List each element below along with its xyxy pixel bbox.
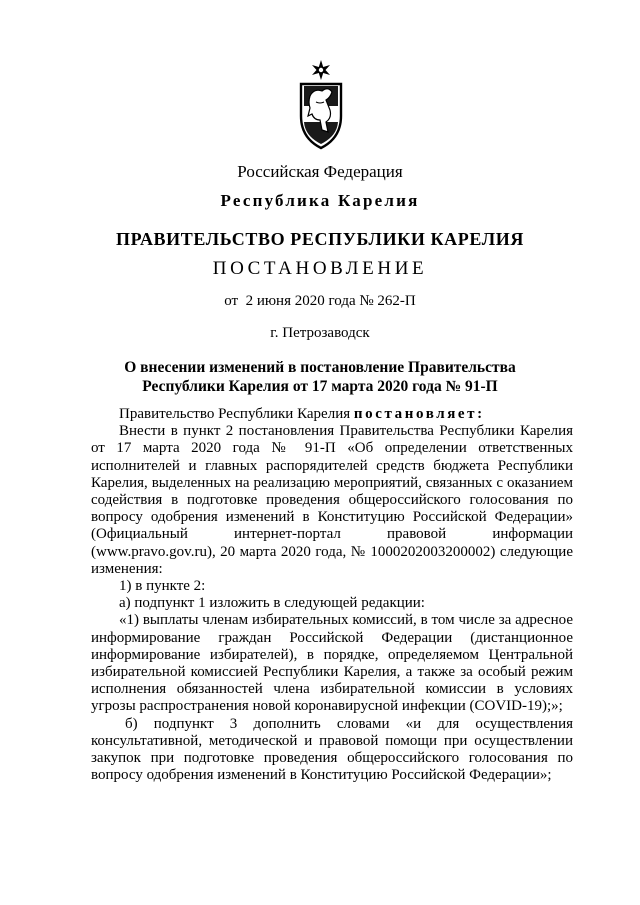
republic-name: Республика Карелия bbox=[220, 191, 420, 210]
item-a: а) подпункт 1 изложить в следующей редакции: bbox=[119, 595, 425, 612]
preamble-text: Правительство Республики Карелия bbox=[119, 406, 351, 422]
document-title bbox=[0, 358, 640, 396]
country-name: Российская Федерация bbox=[237, 162, 403, 181]
item-1: 1) в пункте 2: bbox=[119, 578, 206, 595]
government-name: ПРАВИТЕЛЬСТВО РЕСПУБЛИКИ КАРЕЛИЯ bbox=[116, 229, 524, 249]
document-date: от 2 июня 2020 года № 262-П bbox=[224, 293, 416, 309]
document-body bbox=[91, 406, 573, 784]
title-line-1: О внесении изменений в постановление Правительства bbox=[124, 359, 516, 376]
title-line-2: Республики Карелия от 17 марта 2020 года № 91-П bbox=[142, 378, 498, 395]
document-city: г. Петрозаводск bbox=[270, 325, 370, 341]
document-type: ПОСТАНОВЛЕНИЕ bbox=[212, 258, 428, 279]
karelia-coat-of-arms-icon bbox=[298, 58, 344, 150]
paragraph-1: Внести в пункт 2 постановления Правительства Республики Карелия от 17 марта 2020 года № 91-П «Об определении ответственных исполнителей и главных распорядителей средств бюджета Республики Карелия, выделенных на реализацию мероприятий, связанных с оказанием содействия в подготовке проведения общероссийского голосования по вопросу одобрения изменений в Конституцию Российской Федерации» (Официальный интернет-портал правовой информации (www.pravo.gov.ru), 20 марта 2020 года, № 1000202003200002) следующие изменения: bbox=[91, 423, 573, 577]
quoted-item: «1) выплаты членам избирательных комиссий, в том числе за адресное информирование граждан Российской Федерации (дистанционное информирование избирателей), в порядке, определяемом Центральной избирательной комиссией Республики Карелия, а также за особый режим исполнения обязанностей члена избирательной комиссии в условиях угрозы распространения новой коронавирусной инфекции (COVID-19);»; bbox=[91, 612, 573, 715]
item-b: б) подпункт 3 дополнить словами «и для осуществления консультативной, методической и правовой помощи при осуществлении закупок при подготовке проведения общероссийского голосования по вопросу одобрения изменений в Конституцию Российской Федерации»; bbox=[91, 715, 573, 784]
preamble-decree-word: постановляет: bbox=[353, 406, 485, 422]
preamble bbox=[91, 406, 573, 423]
